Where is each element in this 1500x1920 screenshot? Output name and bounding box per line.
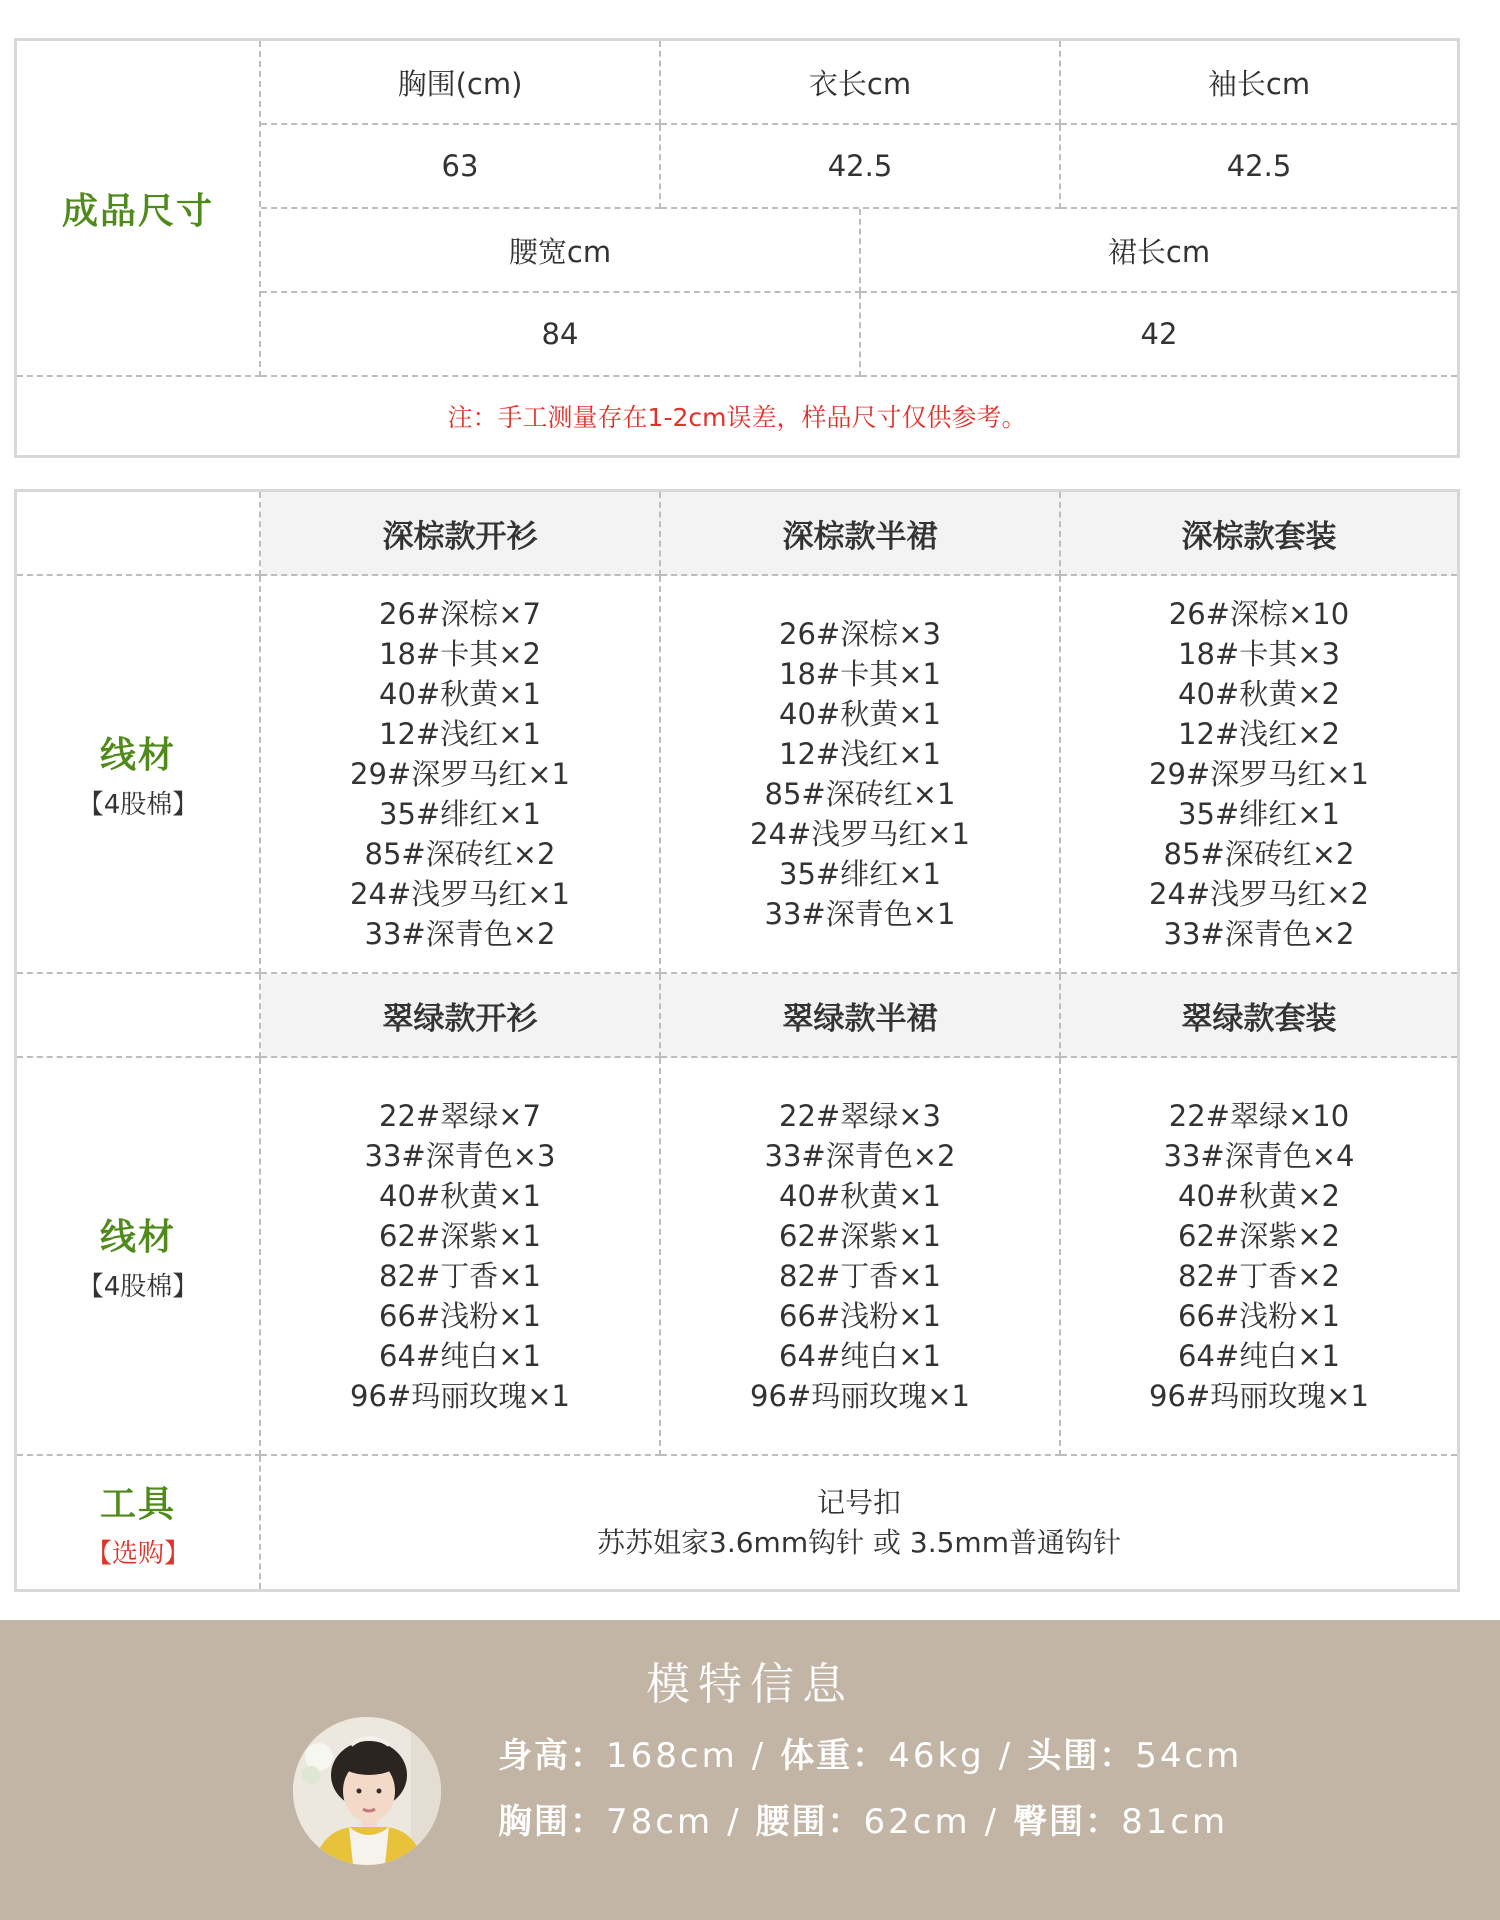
green-header-skirt: 翠绿款半裙 bbox=[661, 974, 1061, 1058]
separator: / bbox=[984, 1802, 1000, 1842]
yarn-item: 82#丁香×1 bbox=[779, 1259, 941, 1293]
yarn-item: 40#秋黄×1 bbox=[779, 1179, 941, 1213]
size-header-bust: 胸围(cm) bbox=[261, 41, 661, 125]
brown-cardigan-yarns bbox=[261, 576, 661, 974]
materials-table bbox=[14, 489, 1460, 1592]
yarn-item: 33#深青色×2 bbox=[364, 917, 556, 951]
model-stats-line-1 bbox=[498, 1728, 1242, 1777]
size-row-label bbox=[17, 41, 261, 377]
yarn-item: 12#浅红×1 bbox=[379, 717, 541, 751]
yarn-item: 33#深青色×4 bbox=[1163, 1139, 1355, 1173]
waist-value: 62cm bbox=[863, 1802, 971, 1842]
brown-header-blank bbox=[17, 492, 261, 576]
green-header-cardigan: 翠绿款开衫 bbox=[261, 974, 661, 1058]
yarn-item: 64#纯白×1 bbox=[379, 1339, 541, 1373]
brown-header-cardigan: 深棕款开衫 bbox=[261, 492, 661, 576]
yarn-item: 66#浅粉×1 bbox=[379, 1299, 541, 1333]
brown-skirt-yarns bbox=[661, 576, 1061, 974]
yarn-item: 22#翠绿×3 bbox=[779, 1099, 941, 1133]
size-value-sleeve: 42.5 bbox=[1061, 125, 1457, 209]
yarn-item: 40#秋黄×2 bbox=[1178, 677, 1340, 711]
size-note: 注：手工测量存在1-2cm误差，样品尺寸仅供参考。 bbox=[447, 403, 1027, 432]
yarn-item: 85#深砖红×1 bbox=[764, 777, 956, 811]
size-table bbox=[14, 38, 1460, 458]
green-yarn-label bbox=[17, 1058, 261, 1456]
brown-yarn-label-sub: 【4股棉】 bbox=[77, 790, 199, 820]
brown-set-yarns bbox=[1061, 576, 1457, 974]
yarn-item: 24#浅罗马红×2 bbox=[1149, 877, 1369, 911]
yarn-item: 12#浅红×1 bbox=[779, 737, 941, 771]
yarn-item: 18#卡其×2 bbox=[379, 637, 541, 671]
yarn-item: 26#深棕×7 bbox=[379, 597, 541, 631]
size-value-bust: 63 bbox=[261, 125, 661, 209]
yarn-item: 82#丁香×1 bbox=[379, 1259, 541, 1293]
yarn-item: 64#纯白×1 bbox=[1178, 1339, 1340, 1373]
yarn-item: 35#绯红×1 bbox=[779, 857, 941, 891]
yarn-item: 40#秋黄×1 bbox=[379, 677, 541, 711]
yarn-item: 29#深罗马红×1 bbox=[1149, 757, 1369, 791]
size-value-waist: 84 bbox=[261, 293, 861, 377]
model-portrait-image bbox=[293, 1717, 441, 1865]
separator: / bbox=[751, 1736, 767, 1776]
yarn-item: 29#深罗马红×1 bbox=[350, 757, 570, 791]
green-header-blank bbox=[17, 974, 261, 1058]
size-row-label-text: 成品尺寸 bbox=[61, 190, 214, 232]
yarn-item: 12#浅红×2 bbox=[1178, 717, 1340, 751]
yarn-item: 82#丁香×2 bbox=[1178, 1259, 1340, 1293]
brown-header-skirt: 深棕款半裙 bbox=[661, 492, 1061, 576]
yarn-item: 62#深紫×1 bbox=[779, 1219, 941, 1253]
weight-value: 46kg bbox=[888, 1736, 985, 1776]
brown-yarn-label-title: 线材 bbox=[99, 735, 176, 776]
green-skirt-yarns bbox=[661, 1058, 1061, 1456]
yarn-item: 22#翠绿×10 bbox=[1168, 1099, 1350, 1133]
weight-label: 体重： bbox=[780, 1736, 889, 1776]
yarn-item: 85#深砖红×2 bbox=[1163, 837, 1355, 871]
yarn-item: 96#玛丽玫瑰×1 bbox=[750, 1379, 970, 1413]
yarn-item: 40#秋黄×2 bbox=[1178, 1179, 1340, 1213]
yarn-item: 85#深砖红×2 bbox=[364, 837, 556, 871]
yarn-item: 35#绯红×1 bbox=[1178, 797, 1340, 831]
yarn-item: 33#深青色×1 bbox=[764, 897, 956, 931]
tools-label bbox=[17, 1456, 261, 1589]
yarn-item: 64#纯白×1 bbox=[779, 1339, 941, 1373]
model-avatar bbox=[293, 1717, 441, 1865]
green-cardigan-yarns bbox=[261, 1058, 661, 1456]
height-value: 168cm bbox=[606, 1736, 738, 1776]
bust-label: 胸围： bbox=[498, 1802, 606, 1842]
green-set-yarns bbox=[1061, 1058, 1457, 1456]
bust-value: 78cm bbox=[606, 1802, 714, 1842]
model-stats-line-2 bbox=[498, 1794, 1228, 1843]
model-info-title: 模特信息 bbox=[646, 1659, 854, 1710]
size-header-waist: 腰宽cm bbox=[261, 209, 861, 293]
yarn-item: 40#秋黄×1 bbox=[779, 697, 941, 731]
yarn-item: 96#玛丽玫瑰×1 bbox=[1149, 1379, 1369, 1413]
yarn-item: 66#浅粉×1 bbox=[1178, 1299, 1340, 1333]
yarn-item: 33#深青色×3 bbox=[364, 1139, 556, 1173]
yarn-item: 26#深棕×10 bbox=[1168, 597, 1350, 631]
yarn-item: 22#翠绿×7 bbox=[379, 1099, 541, 1133]
tools-label-title: 工具 bbox=[99, 1483, 176, 1525]
hip-value: 81cm bbox=[1121, 1802, 1229, 1842]
height-label: 身高： bbox=[498, 1736, 606, 1776]
yarn-item: 18#卡其×3 bbox=[1178, 637, 1340, 671]
yarn-item: 33#深青色×2 bbox=[764, 1139, 956, 1173]
yarn-item: 33#深青色×2 bbox=[1163, 917, 1355, 951]
tool-item: 记号扣 bbox=[816, 1485, 901, 1519]
tools-content bbox=[261, 1456, 1457, 1589]
head-value: 54cm bbox=[1135, 1736, 1243, 1776]
tools-label-sub: 【选购】 bbox=[85, 1538, 190, 1569]
hip-label: 臀围： bbox=[1013, 1802, 1122, 1842]
brown-yarn-label bbox=[17, 576, 261, 974]
head-label: 头围： bbox=[1027, 1736, 1136, 1776]
yarn-item: 62#深紫×2 bbox=[1178, 1219, 1340, 1253]
green-yarn-label-sub: 【4股棉】 bbox=[77, 1272, 199, 1302]
size-header-length: 衣长cm bbox=[661, 41, 1061, 125]
model-info-section bbox=[0, 1620, 1500, 1920]
green-yarn-label-title: 线材 bbox=[99, 1217, 176, 1258]
yarn-item: 24#浅罗马红×1 bbox=[350, 877, 570, 911]
yarn-item: 62#深紫×1 bbox=[379, 1219, 541, 1253]
separator: / bbox=[998, 1736, 1014, 1776]
yarn-item: 40#秋黄×1 bbox=[379, 1179, 541, 1213]
separator: / bbox=[727, 1802, 742, 1842]
size-value-length: 42.5 bbox=[661, 125, 1061, 209]
green-header-set: 翠绿款套装 bbox=[1061, 974, 1457, 1058]
yarn-item: 96#玛丽玫瑰×1 bbox=[350, 1379, 570, 1413]
tool-item: 苏苏姐家3.6mm钩针 或 3.5mm普通钩针 bbox=[597, 1525, 1121, 1559]
size-value-skirt: 42 bbox=[861, 293, 1457, 377]
yarn-item: 66#浅粉×1 bbox=[779, 1299, 941, 1333]
waist-label: 腰围： bbox=[755, 1802, 864, 1842]
yarn-item: 24#浅罗马红×1 bbox=[750, 817, 970, 851]
yarn-item: 18#卡其×1 bbox=[779, 657, 941, 691]
size-header-sleeve: 袖长cm bbox=[1061, 41, 1457, 125]
brown-header-set: 深棕款套装 bbox=[1061, 492, 1457, 576]
yarn-item: 26#深棕×3 bbox=[779, 617, 941, 651]
size-header-skirt: 裙长cm bbox=[861, 209, 1457, 293]
yarn-item: 35#绯红×1 bbox=[379, 797, 541, 831]
